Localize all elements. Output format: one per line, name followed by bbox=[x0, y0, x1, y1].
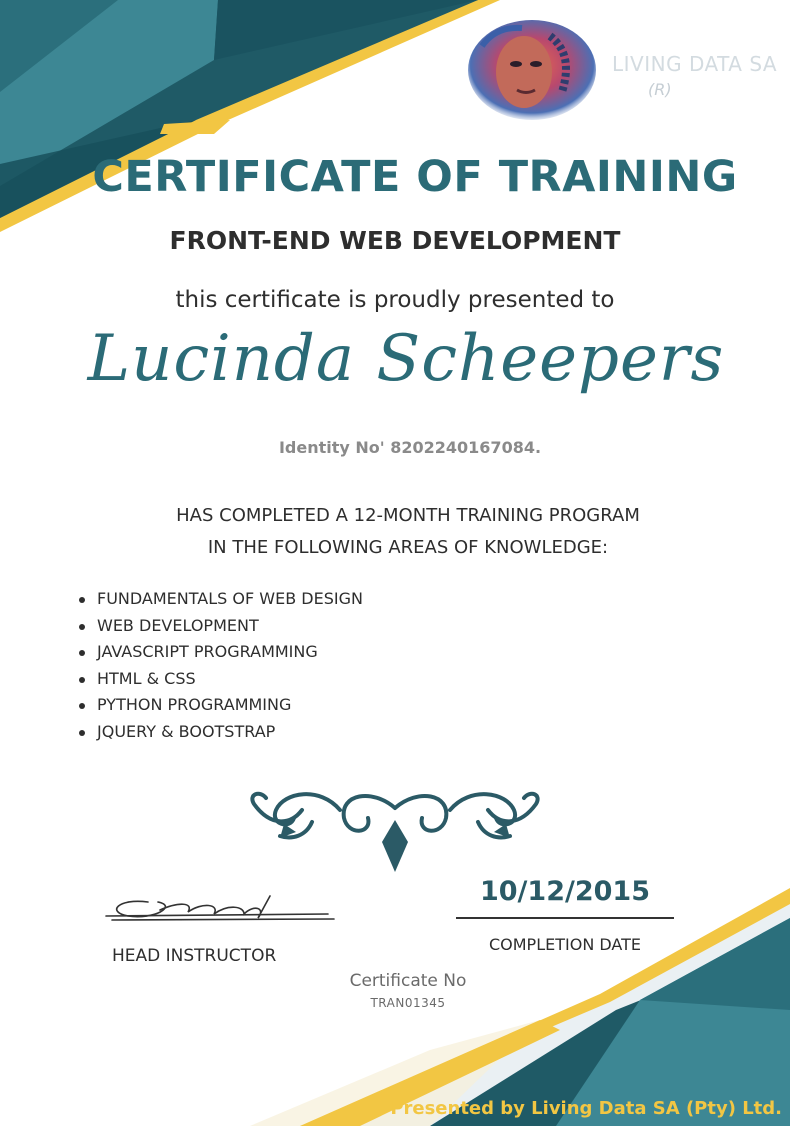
certificate-number-label: Certificate No bbox=[349, 971, 467, 991]
knowledge-area-item: FUNDAMENTALS OF WEB DESIGN bbox=[77, 586, 363, 613]
recipient-name: Lucinda Scheepers bbox=[87, 322, 725, 396]
certificate-title: CERTIFICATE OF TRAINING bbox=[92, 152, 738, 202]
completion-statement-line-2: IN THE FOLLOWING AREAS OF KNOWLEDGE: bbox=[207, 537, 609, 558]
knowledge-area-item: WEB DEVELOPMENT bbox=[77, 613, 363, 640]
ornamental-flourish-icon bbox=[240, 780, 550, 876]
certificate-number: TRAN01345 bbox=[370, 996, 446, 1010]
presented-line: this certificate is proudly presented to bbox=[175, 287, 615, 313]
knowledge-area-item: PYTHON PROGRAMMING bbox=[77, 692, 363, 719]
handwritten-signature-icon bbox=[98, 888, 338, 932]
logo-text: LIVING DATA SA bbox=[612, 52, 778, 76]
completion-statement-line-1: HAS COMPLETED A 12-MONTH TRAINING PROGRAM bbox=[176, 505, 640, 526]
presented-by-footer: Presented by Living Data SA (Pty) Ltd. bbox=[390, 1098, 782, 1119]
registered-mark: (R) bbox=[648, 80, 672, 99]
knowledge-area-item: JAVASCRIPT PROGRAMMING bbox=[77, 639, 363, 666]
completion-date-divider bbox=[456, 917, 674, 919]
head-instructor-label: HEAD INSTRUCTOR bbox=[112, 946, 277, 966]
knowledge-area-item: JQUERY & BOOTSTRAP bbox=[77, 719, 363, 746]
identity-number: Identity No' 8202240167084. bbox=[278, 438, 542, 457]
completion-statement bbox=[0, 500, 790, 564]
completion-date-label: COMPLETION DATE bbox=[488, 935, 641, 954]
knowledge-areas-list bbox=[77, 586, 363, 746]
knowledge-area-item: HTML & CSS bbox=[77, 666, 363, 693]
completion-date: 10/12/2015 bbox=[479, 876, 650, 907]
certificate-subtitle: FRONT-END WEB DEVELOPMENT bbox=[169, 226, 621, 255]
face-portrait-logo-icon bbox=[462, 16, 614, 122]
